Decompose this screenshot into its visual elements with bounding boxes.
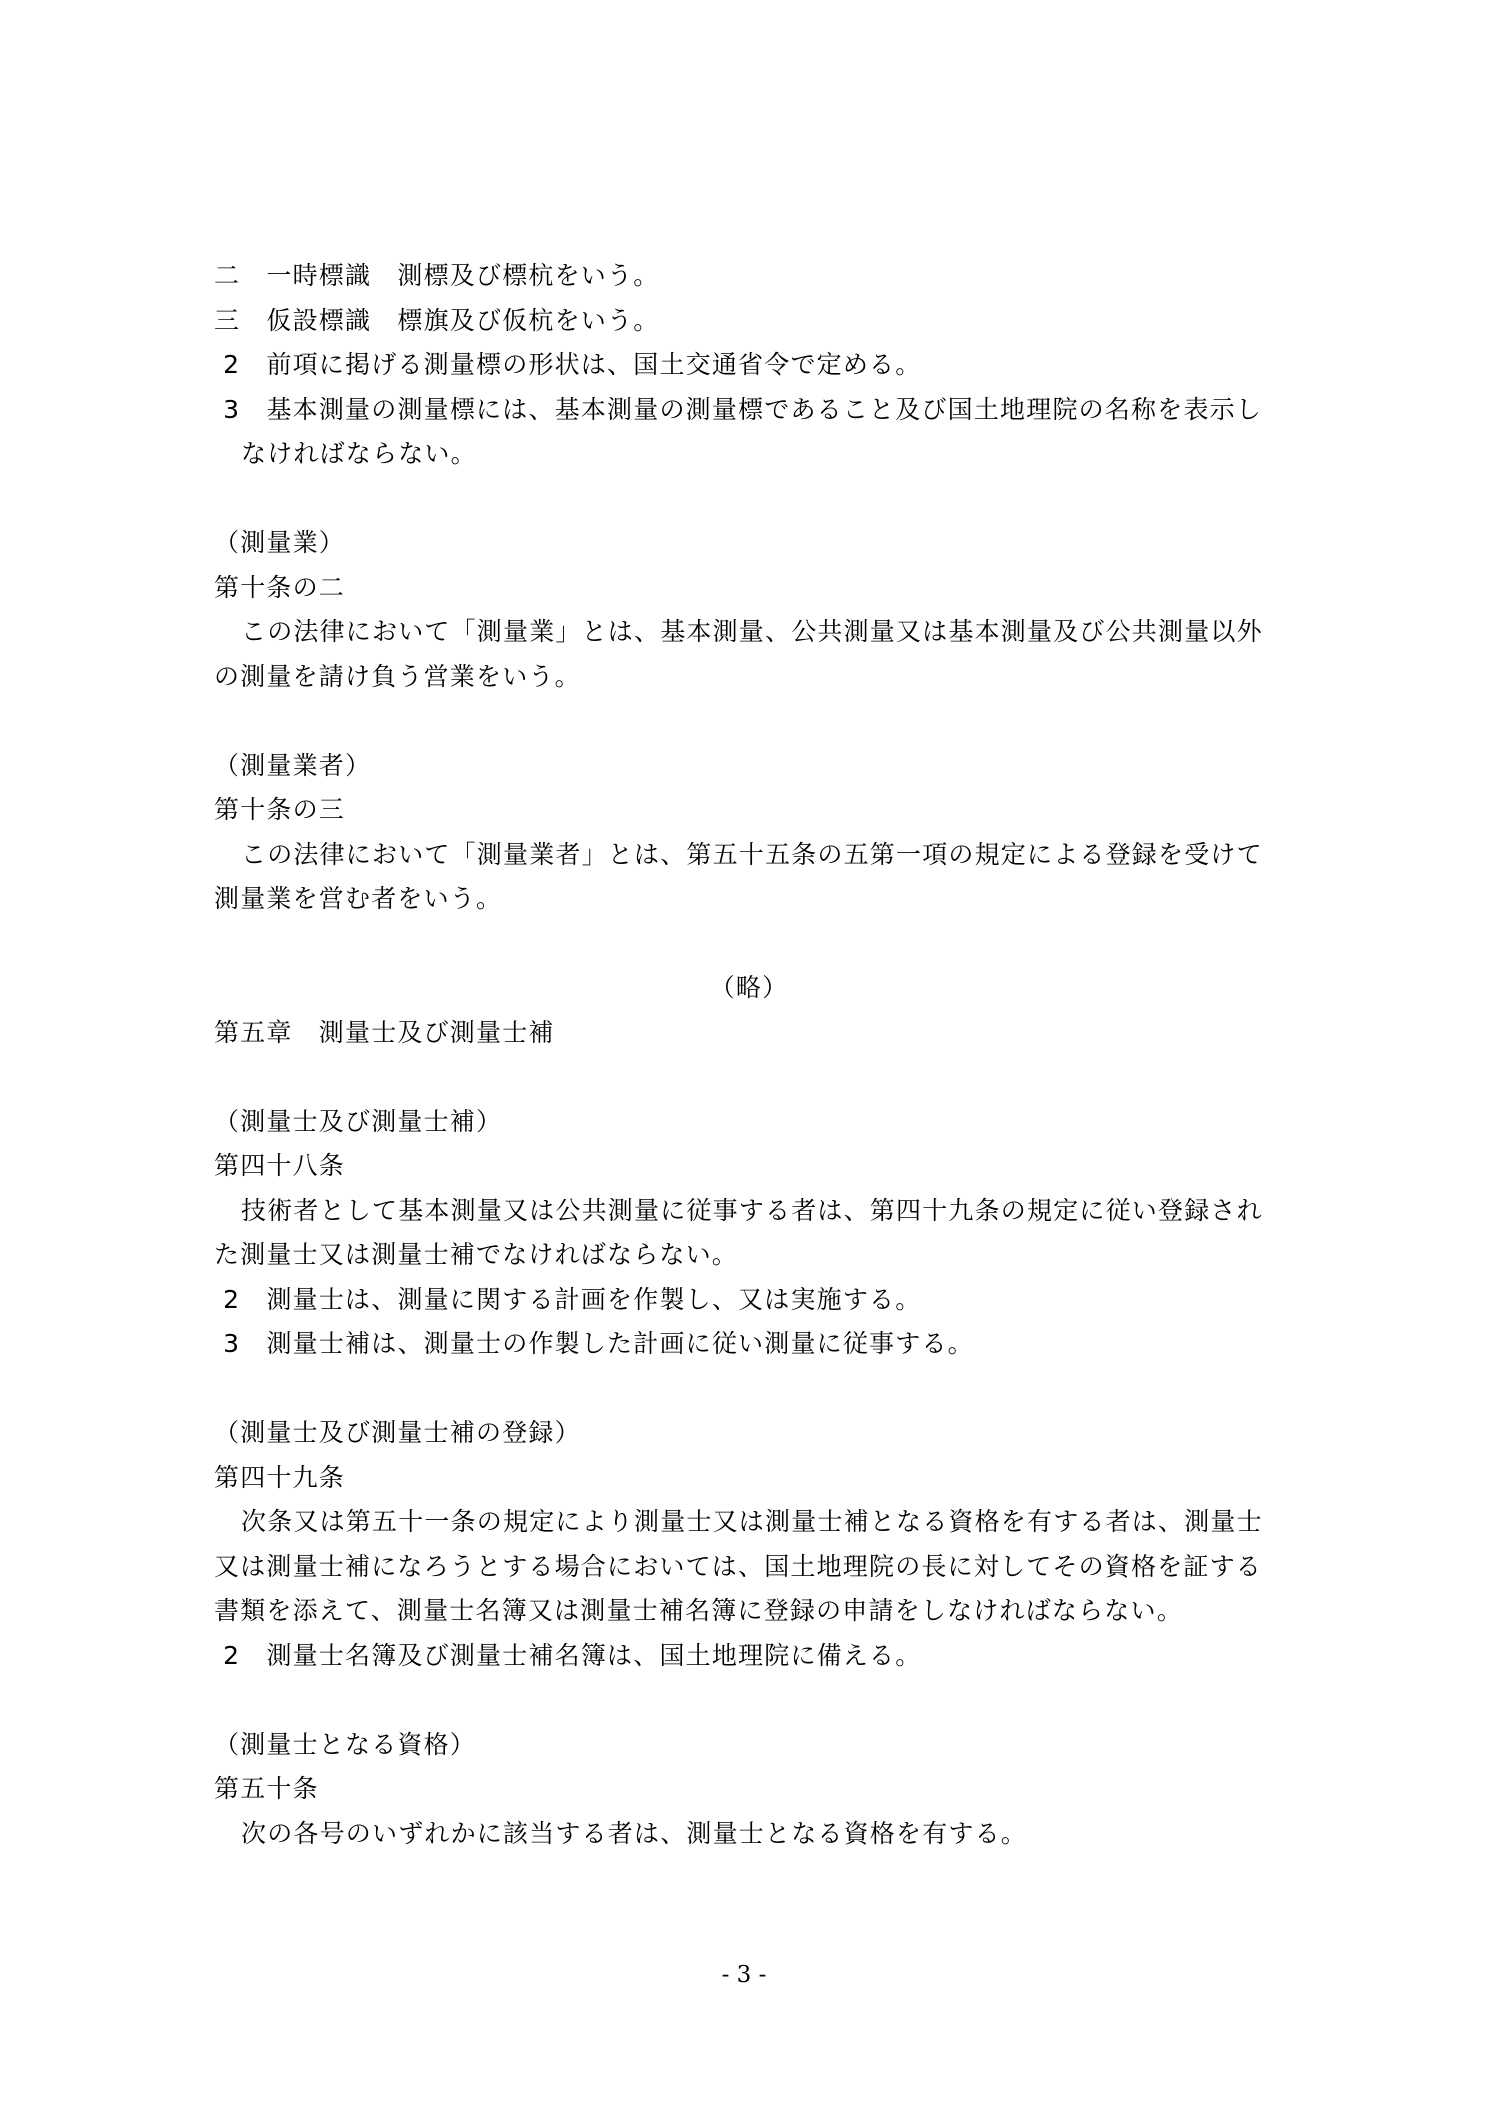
item-line: 二 一時標識 測標及び標杭をいう。 <box>214 261 660 290</box>
spacer <box>214 477 1284 522</box>
article-text: この法律において「測量業者」とは、第五十五条の五第一項の規定による登録を受けて <box>241 839 1263 869</box>
article-text-continuation: た測量士又は測量士補でなければならない。 <box>214 1240 739 1269</box>
page-number: - 3 - <box>721 1962 767 1988</box>
article-text-continuation: 書類を添えて、測量士名簿又は測量士補名簿に登録の申請をしなければならない。 <box>214 1596 1183 1625</box>
paragraph-line: 2 前項に掲げる測量標の形状は、国土交通省令で定める。 <box>214 350 922 379</box>
paragraph-line: 3 基本測量の測量標には、基本測量の測量標であること及び国土地理院の名称を表示し <box>214 394 1263 424</box>
paragraph-line: 2 測量士名簿及び測量士補名簿は、国土地理院に備える。 <box>214 1640 922 1670</box>
chapter-title: 第五章 測量士及び測量士補 <box>214 1017 555 1047</box>
spacer <box>214 699 1284 744</box>
article-text-continuation: の測量を請け負う営業をいう。 <box>214 661 581 691</box>
omission-mark: （略） <box>709 973 789 1002</box>
law-text-body <box>214 254 1284 1856</box>
paragraph-continuation: なければならない。 <box>241 439 477 468</box>
article-caption: （測量士及び測量士補の登録） <box>214 1418 581 1447</box>
spacer <box>214 922 1284 967</box>
article-caption: （測量士及び測量士補） <box>214 1106 503 1136</box>
article-number: 第四十九条 <box>214 1462 346 1492</box>
article-number: 第十条の三 <box>214 795 346 824</box>
article-text-continuation: 測量業を営む者をいう。 <box>214 884 503 913</box>
article-number: 第十条の二 <box>214 572 346 602</box>
article-number: 第五十条 <box>214 1774 319 1803</box>
article-text: 次の各号のいずれかに該当する者は、測量士となる資格を有する。 <box>241 1818 1028 1848</box>
article-caption: （測量業） <box>214 528 346 557</box>
item-line: 三 仮設標識 標旗及び仮杭をいう。 <box>214 305 660 335</box>
article-text: 次条又は第五十一条の規定により測量士又は測量士補となる資格を有する者は、測量士 <box>241 1507 1263 1536</box>
article-text-continuation: 又は測量士補になろうとする場合においては、国土地理院の長に対してその資格を証する <box>214 1551 1263 1581</box>
spacer <box>214 1055 1284 1100</box>
spacer <box>214 1367 1284 1412</box>
spacer <box>214 1678 1284 1723</box>
article-caption: （測量業者） <box>214 750 372 780</box>
paragraph-line: 3 測量士補は、測量士の作製した計画に従い測量に従事する。 <box>214 1329 974 1358</box>
article-caption: （測量士となる資格） <box>214 1729 477 1759</box>
article-text: 技術者として基本測量又は公共測量に従事する者は、第四十九条の規定に従い登録され <box>241 1195 1263 1225</box>
paragraph-line: 2 測量士は、測量に関する計画を作製し、又は実施する。 <box>214 1284 922 1314</box>
article-text: この法律において「測量業」とは、基本測量、公共測量又は基本測量及び公共測量以外 <box>241 617 1263 646</box>
article-number: 第四十八条 <box>214 1151 346 1180</box>
